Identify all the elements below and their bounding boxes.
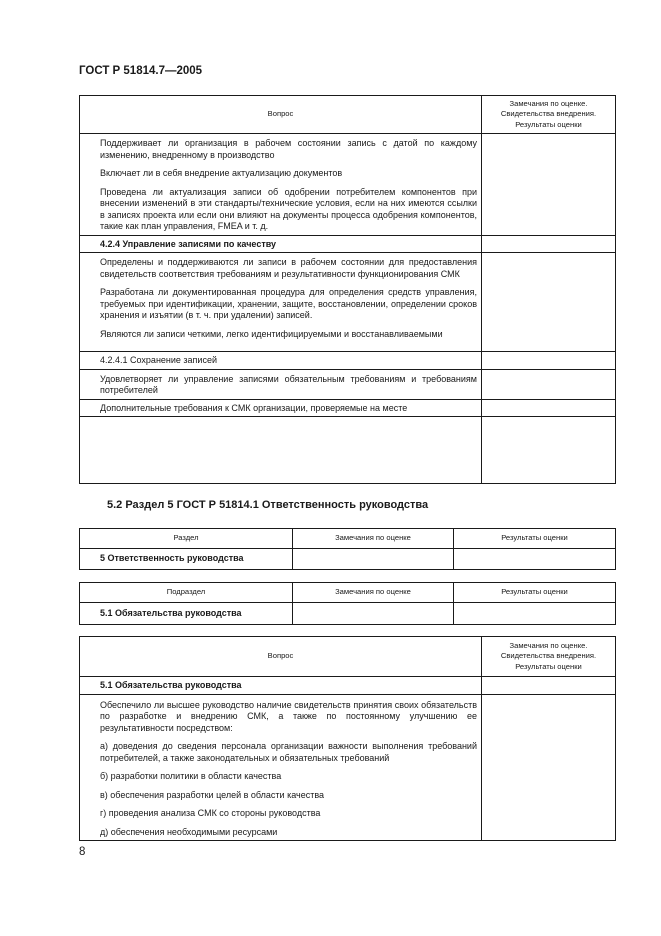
results-cell[interactable] <box>454 549 616 570</box>
remarks-cell[interactable] <box>482 399 616 417</box>
remarks-cell[interactable] <box>482 417 616 484</box>
additional-requirements-label: Дополнительные требования к СМК организации, проверяемые на месте <box>80 399 482 417</box>
question-text: д) обеспечения необходимыми ресурсами <box>100 826 278 837</box>
question-text: Включает ли в себя внедрение актуализацию документов <box>100 168 343 178</box>
remarks-cell[interactable] <box>482 369 616 399</box>
column-header-question: Вопрос <box>80 96 482 134</box>
section-title-5-2: 5.2 Раздел 5 ГОСТ Р 51814.1 Ответственность руководства <box>107 499 429 511</box>
question-cell <box>80 694 482 841</box>
section-table <box>79 528 616 570</box>
column-header-results: Результаты оценки <box>454 529 616 549</box>
remarks-cell[interactable] <box>482 694 616 841</box>
column-header-section: Раздел <box>80 529 293 549</box>
remarks-cell[interactable] <box>482 253 616 352</box>
question-cell <box>80 134 482 236</box>
checklist-table-management <box>79 636 616 841</box>
results-cell[interactable] <box>454 603 616 625</box>
question-text: Обеспечило ли высшее руководство наличие свидетельств принятия своих обязательств по разработке и внедрению СМК, а также по постоянному улучшению ее результативности посредством: <box>100 699 477 733</box>
column-header-remarks: Замечания по оценке. Свидетельства внедрения. Результаты оценки <box>482 96 616 134</box>
question-text: Поддерживает ли организация в рабочем состоянии запись с датой по каждому изменению, внедренному в производство <box>100 138 477 160</box>
subsection-row-label: 5.1 Обязательства руководства <box>80 603 293 625</box>
remarks-cell[interactable] <box>293 603 454 625</box>
remarks-cell[interactable] <box>482 352 616 370</box>
question-text: а) доведения до сведения персонала организации важности выполнения требований потребителей, а также законодательных и обязательных требований <box>100 741 477 763</box>
question-cell <box>80 369 482 399</box>
page-number: 8 <box>79 846 86 858</box>
remarks-cell[interactable] <box>482 235 616 253</box>
question-text: Проведена ли актуализация записи об одобрении потребителем компонентов при внесении изменений в эти стандарты/технические условия, если на них имеются ссылки в записях проекта или если они влияют на документы процесса одобрения компонентов, такие как план управления, FMEA и т. д. <box>100 186 477 231</box>
section-heading-5-1: 5.1 Обязательства руководства <box>80 677 482 695</box>
blank-cell[interactable] <box>80 417 482 484</box>
column-header-remarks: Замечания по оценке <box>293 529 454 549</box>
remarks-cell[interactable] <box>482 134 616 236</box>
question-text: Удовлетворяет ли управление записями обязательным требованиям и требованиям потребителей <box>100 373 477 395</box>
column-header-results: Результаты оценки <box>454 583 616 603</box>
column-header-subsection: Подраздел <box>80 583 293 603</box>
subsection-table <box>79 582 616 625</box>
question-text: г) проведения анализа СМК со стороны руководства <box>100 808 321 818</box>
remarks-cell[interactable] <box>482 677 616 695</box>
question-text: б) разработки политики в области качества <box>100 771 282 781</box>
section-heading-4-2-4: 4.2.4 Управление записями по качеству <box>80 235 482 253</box>
document-code: ГОСТ Р 51814.7—2005 <box>79 65 203 77</box>
column-header-remarks: Замечания по оценке <box>293 583 454 603</box>
section-row-label: 5 Ответственность руководства <box>80 549 293 570</box>
question-text: Определены и поддерживаются ли записи в рабочем состоянии для предоставления свидетельств соответствия требованиям и результативности функционирования СМК <box>100 257 477 279</box>
section-heading-4-2-4-1: 4.2.4.1 Сохранение записей <box>80 352 482 370</box>
question-text: в) обеспечения разработки целей в области качества <box>100 789 325 800</box>
question-cell <box>80 253 482 352</box>
question-text: Разработана ли документированная процедура для определения средств управления, требуемых при идентификации, хранении, защите, восстановлении, определении сроков хранения и изъятии (в т. ч. при удалении) записей. <box>100 287 477 320</box>
column-header-question: Вопрос <box>80 637 482 677</box>
remarks-cell[interactable] <box>293 549 454 570</box>
checklist-table-records <box>79 95 616 484</box>
column-header-remarks: Замечания по оценке. Свидетельства внедрения. Результаты оценки <box>482 637 616 677</box>
question-text: Являются ли записи четкими, легко идентифицируемыми и восстанавливаемыми <box>100 328 443 339</box>
